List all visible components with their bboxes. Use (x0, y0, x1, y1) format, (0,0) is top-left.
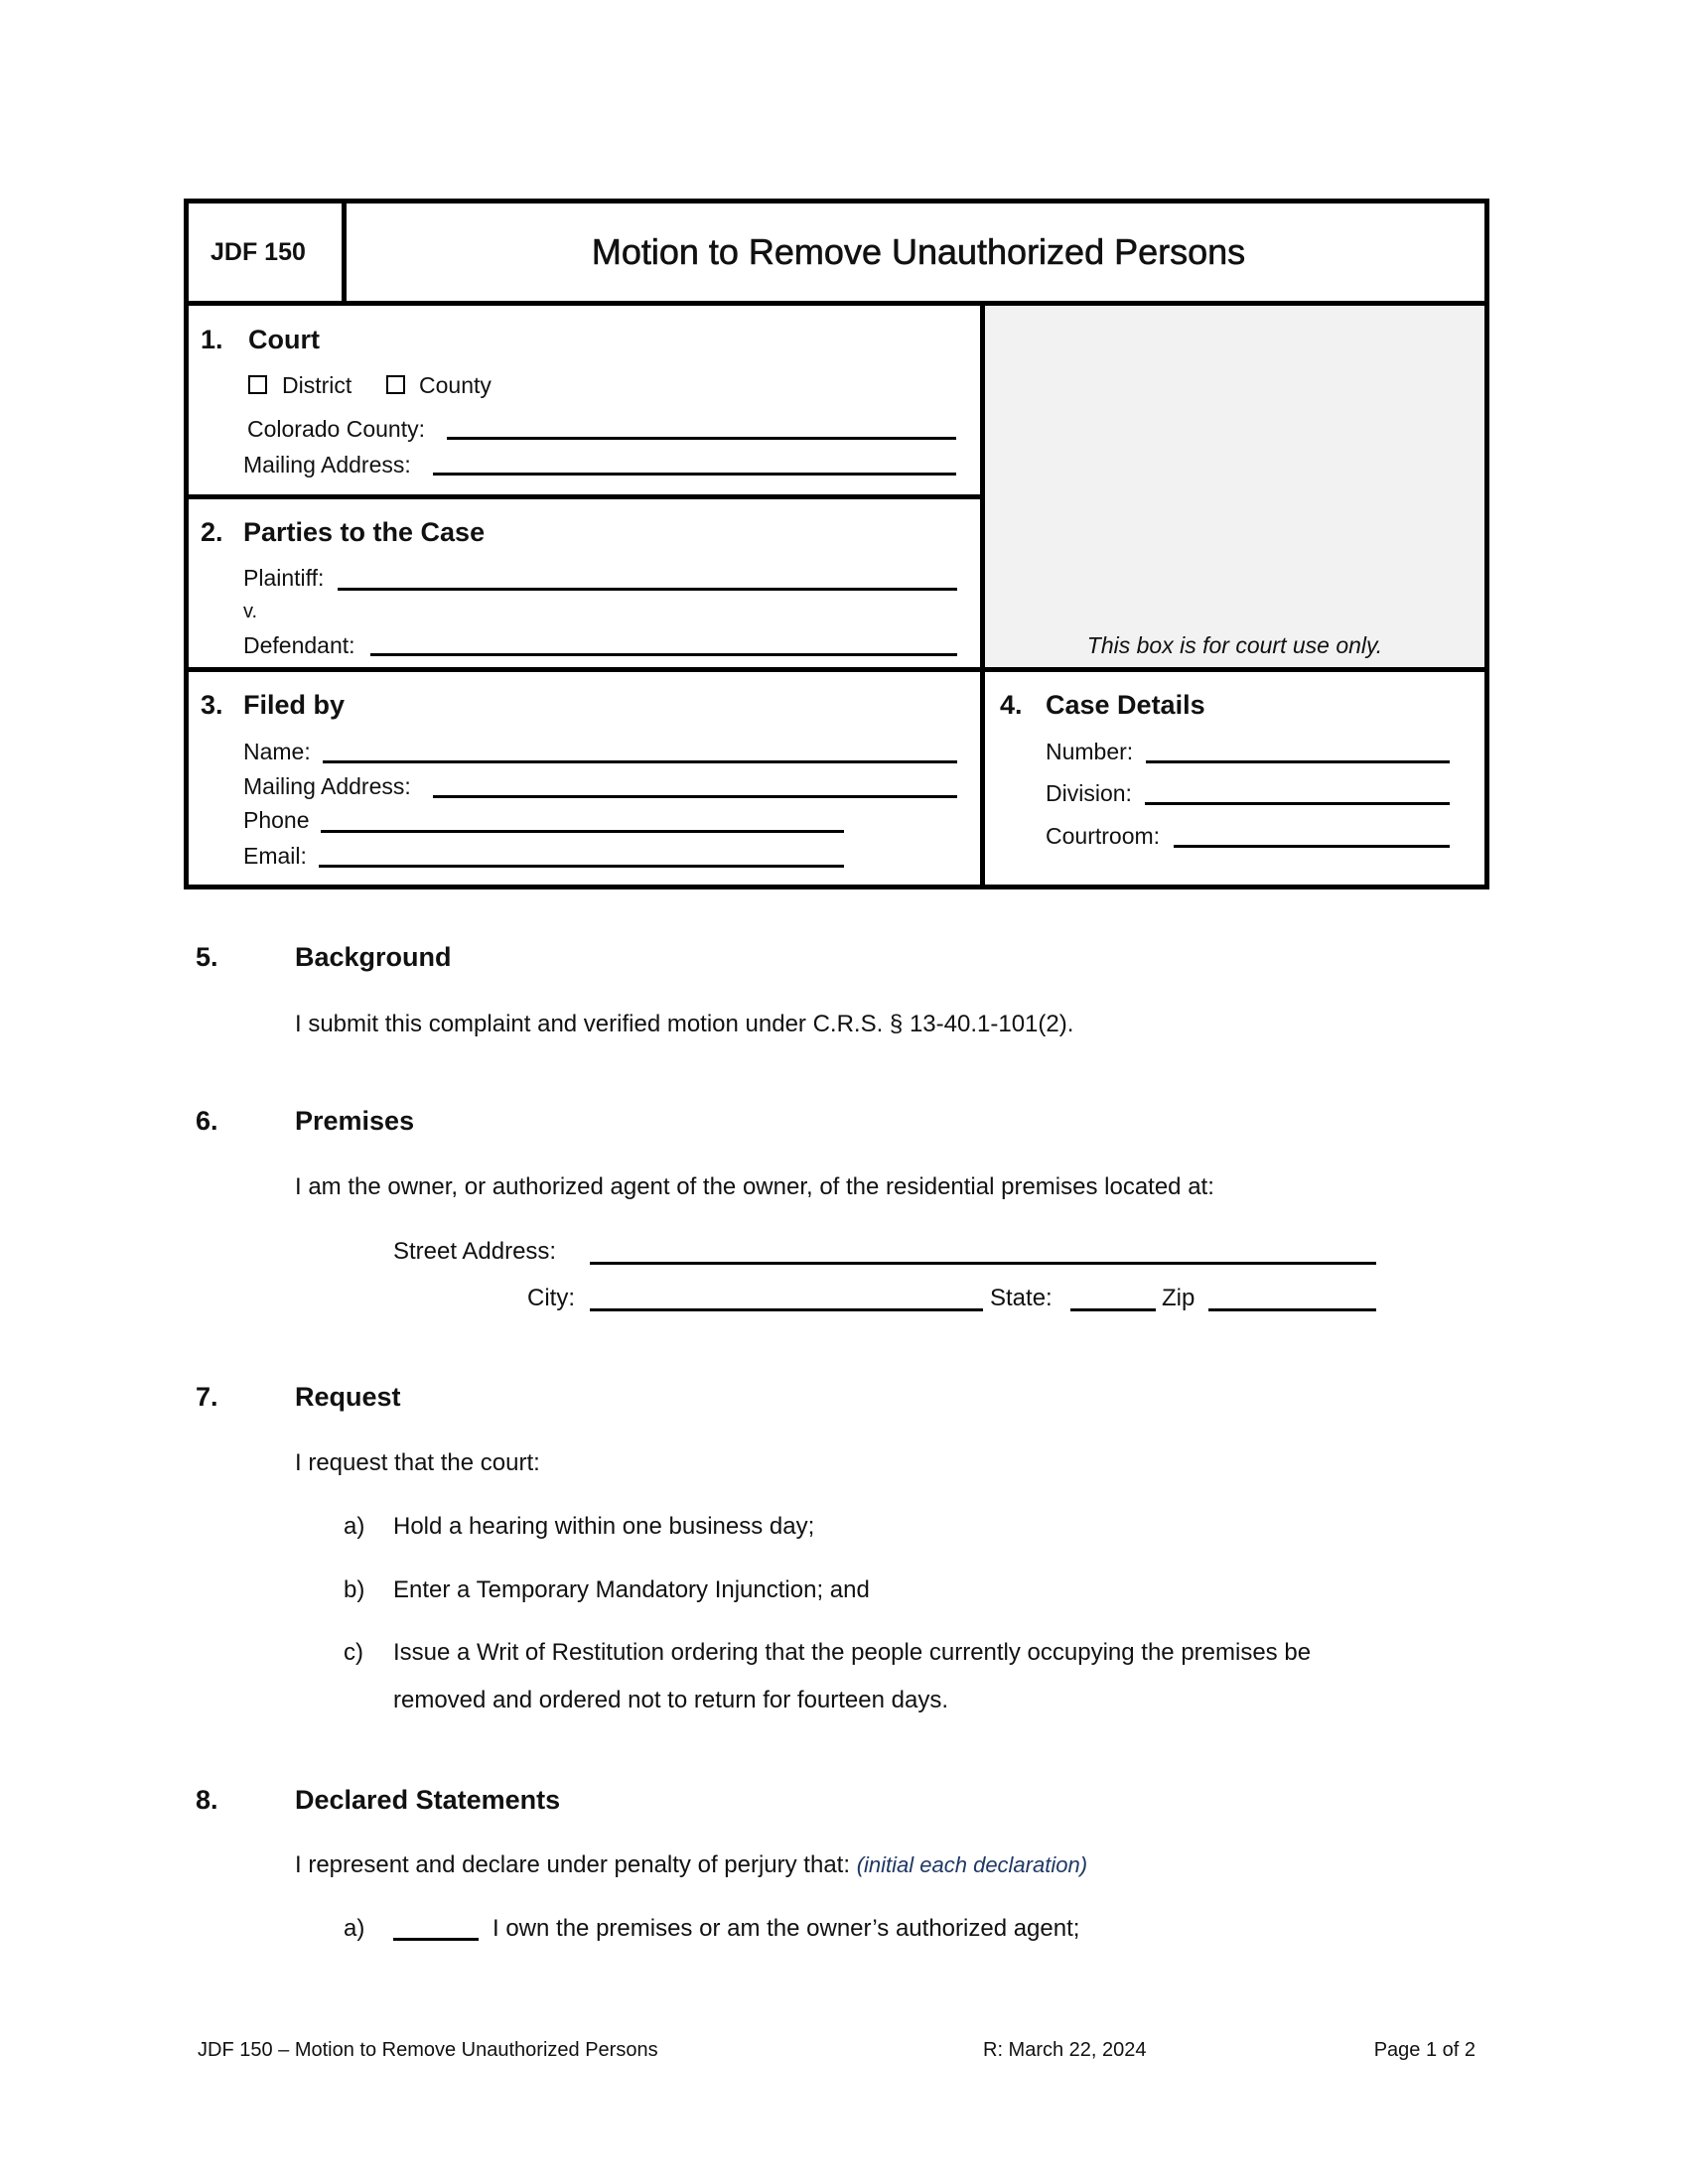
versus-label: v. (243, 601, 258, 622)
declaration-initials-field[interactable] (393, 1938, 479, 1941)
footer-page-number: Page 1 of 2 (1373, 2039, 1476, 2061)
declared-instruction: (initial each declaration) (856, 1852, 1088, 1877)
court-use-note: This box is for court use only. (1086, 632, 1383, 658)
zip-field[interactable] (1208, 1308, 1376, 1311)
request-item-text-continued: removed and ordered not to return for fourteen days. (393, 1687, 948, 1713)
courtroom-label: Courtroom: (1046, 823, 1161, 849)
division-field[interactable] (1145, 802, 1450, 805)
filed-by-heading: Filed by (243, 690, 346, 720)
request-intro: I request that the court: (295, 1449, 540, 1476)
defendant-field[interactable] (370, 653, 957, 656)
county-checkbox[interactable] (386, 375, 405, 394)
request-item-text: Enter a Temporary Mandatory Injunction; and (393, 1576, 870, 1603)
premises-text: I am the owner, or authorized agent of the owner, of the residential premises located at: (295, 1173, 1214, 1200)
filer-address-field[interactable] (433, 795, 957, 798)
filer-name-label: Name: (243, 739, 311, 764)
county-label: County (419, 372, 492, 398)
declaration-marker: a) (344, 1915, 365, 1942)
district-label: District (282, 372, 352, 398)
request-item-marker: b) (344, 1576, 365, 1603)
case-details-number: 4. (1000, 690, 1023, 720)
form-id-divider (342, 199, 347, 304)
footer-form-name: JDF 150 – Motion to Remove Unauthorized Persons (198, 2039, 658, 2061)
zip-label: Zip (1162, 1285, 1196, 1311)
courtroom-field[interactable] (1174, 845, 1450, 848)
court-address-field[interactable] (433, 473, 956, 476)
background-text: I submit this complaint and verified motion under C.R.S. § 13-40.1-101(2). (295, 1011, 1074, 1037)
request-item-marker: c) (344, 1639, 363, 1666)
filer-email-field[interactable] (319, 865, 844, 868)
form-id: JDF 150 (211, 238, 306, 266)
city-label: City: (527, 1285, 575, 1311)
premises-number: 6. (196, 1106, 218, 1136)
filer-phone-field[interactable] (321, 830, 844, 833)
case-number-field[interactable] (1146, 760, 1450, 763)
plaintiff-label: Plaintiff: (243, 565, 325, 591)
filer-email-label: Email: (243, 843, 307, 869)
district-checkbox[interactable] (248, 375, 267, 394)
colorado-county-label: Colorado County: (247, 416, 425, 442)
filer-name-field[interactable] (323, 760, 957, 763)
parties-number: 2. (201, 517, 223, 547)
footer-revision-date: R: March 22, 2024 (983, 2039, 1147, 2061)
court-address-label: Mailing Address: (243, 452, 411, 478)
declared-intro-text: I represent and declare under penalty of perjury that: (295, 1851, 851, 1878)
court-use-box (985, 306, 1484, 667)
city-field[interactable] (590, 1308, 983, 1311)
case-details-heading: Case Details (1046, 690, 1205, 720)
request-item-marker: a) (344, 1513, 365, 1540)
parties-heading: Parties to the Case (243, 517, 486, 547)
row-divider-2 (184, 667, 1489, 672)
declaration-text: I own the premises or am the owner’s authorized agent; (492, 1915, 1080, 1942)
row-divider-1 (184, 494, 983, 499)
plaintiff-field[interactable] (338, 588, 957, 591)
filer-phone-label: Phone (243, 807, 310, 833)
filed-by-number: 3. (201, 690, 223, 720)
state-label: State: (990, 1285, 1053, 1311)
declared-heading: Declared Statements (295, 1785, 561, 1815)
court-heading: Court (248, 325, 320, 354)
case-number-label: Number: (1046, 739, 1134, 764)
request-item-text: Issue a Writ of Restitution ordering that the people currently occupying the premises be (393, 1639, 1312, 1666)
request-item-text: Hold a hearing within one business day; (393, 1513, 815, 1540)
division-label: Division: (1046, 780, 1132, 806)
court-number: 1. (201, 325, 223, 354)
colorado-county-field[interactable] (447, 437, 956, 440)
filer-address-label: Mailing Address: (243, 773, 411, 799)
page-title: Motion to Remove Unauthorized Persons (591, 231, 1246, 272)
request-heading: Request (295, 1382, 401, 1412)
premises-heading: Premises (295, 1106, 415, 1136)
state-field[interactable] (1070, 1308, 1156, 1311)
request-number: 7. (196, 1382, 218, 1412)
street-address-label: Street Address: (393, 1238, 557, 1265)
background-number: 5. (196, 942, 218, 972)
defendant-label: Defendant: (243, 632, 355, 658)
street-address-field[interactable] (590, 1262, 1376, 1265)
declared-number: 8. (196, 1785, 218, 1815)
declared-intro (295, 1851, 1087, 1879)
background-heading: Background (295, 942, 452, 972)
